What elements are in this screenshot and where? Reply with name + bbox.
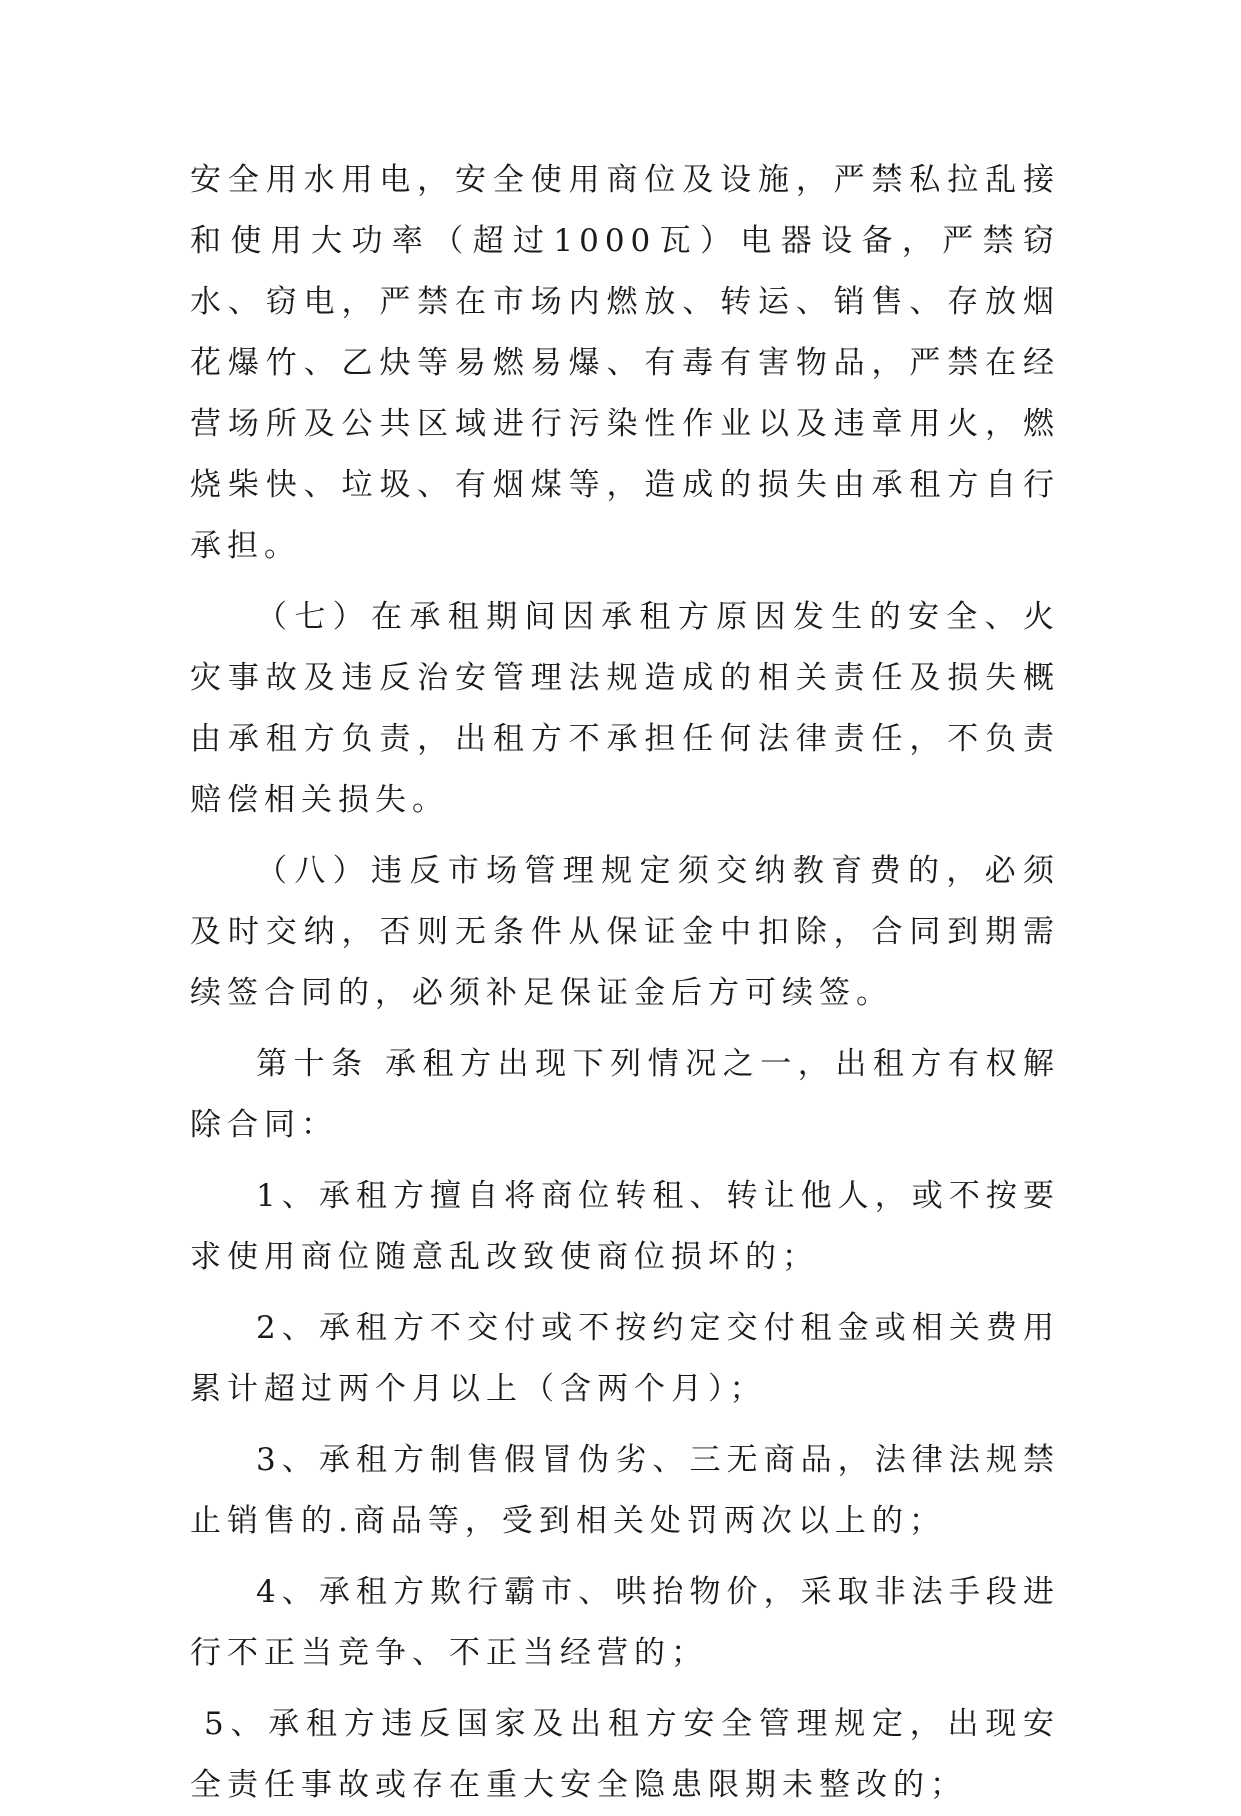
paragraph-article-10: 第十条 承租方出现下列情况之一，出租方有权解除合同： [190,1046,1060,1143]
document-body [190,150,1060,1816]
paragraph-clause-8: （八）违反市场管理规定须交纳教育费的，必须及时交纳，否则无条件从保证金中扣除，合同到期需续签合同的，必须补足保证金后方可续签。 [190,853,1060,1011]
list-item-2: 2、承租方不交付或不按约定交付租金或相关费用累计超过两个月以上（含两个月）； [190,1310,1060,1407]
list-item-1: 1、承租方擅自将商位转租、转让他人，或不按要求使用商位随意乱改致使商位损坏的； [190,1178,1060,1275]
paragraph-safety-rules: 安全用水用电，安全使用商位及设施，严禁私拉乱接和使用大功率（超过1000瓦）电器设备，严禁窃水、窃电，严禁在市场内燃放、转运、销售、存放烟花爆竹、乙炔等易燃易爆、有毒有害物品，严禁在经营场所及公共区域进行污染性作业以及违章用火，燃烧柴快、垃圾、有烟煤等，造成的损失由承租方自行承担。 [190,162,1060,564]
list-item-3: 3、承租方制售假冒伪劣、三无商品，法律法规禁止销售的.商品等，受到相关处罚两次以上的； [190,1442,1060,1539]
paragraph-clause-7: （七）在承租期间因承租方原因发生的安全、火灾事故及违反治安管理法规造成的相关责任及损失概由承租方负责，出租方不承担任何法律责任，不负责赔偿相关损失。 [190,599,1060,818]
list-item-5: 5、承租方违反国家及出租方安全管理规定，出现安全责任事故或存在重大安全隐患限期未整改的； [190,1706,1060,1803]
list-item-4: 4、承租方欺行霸市、哄抬物价，采取非法手段进行不正当竞争、不正当经营的； [190,1574,1060,1671]
